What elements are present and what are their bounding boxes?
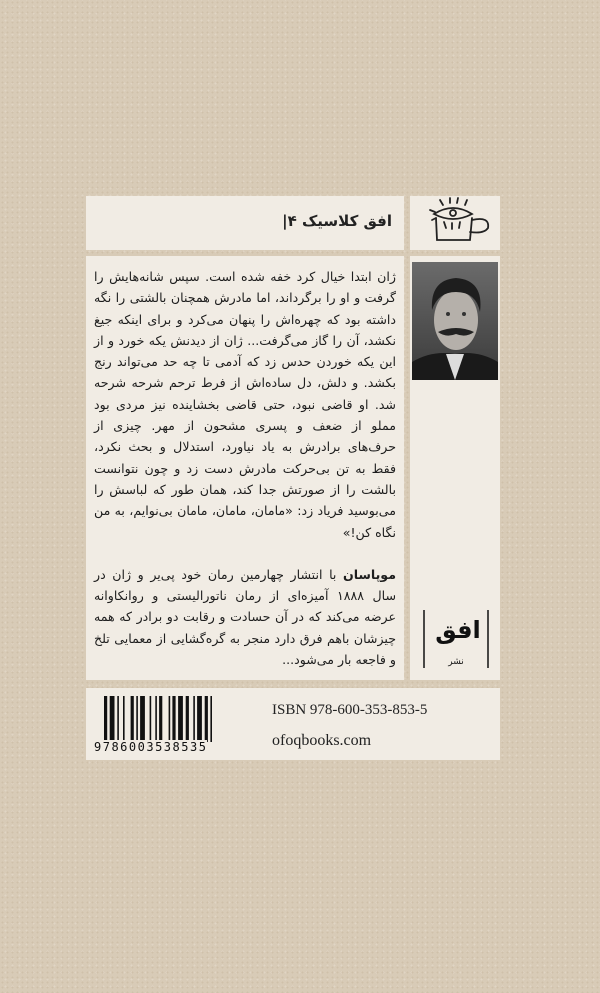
publisher-logo-text: افق — [435, 616, 481, 645]
eye-cup-icon — [410, 196, 500, 250]
publisher-logo-sub: نشر — [448, 657, 464, 668]
series-header — [86, 196, 404, 250]
barcode-bar — [117, 696, 119, 742]
barcode-bar — [205, 696, 208, 742]
barcode — [94, 696, 264, 755]
barcode-bar — [131, 696, 134, 742]
series-label: افق کلاسیک ۴| — [282, 212, 392, 230]
author-paragraph — [86, 564, 404, 670]
website: ofoqbooks.com — [272, 732, 372, 750]
barcode-bar — [136, 696, 138, 742]
isbn: ISBN 978-600-353-853-5 — [272, 702, 428, 719]
barcode-bar — [210, 696, 212, 742]
barcode-bar — [169, 696, 171, 742]
barcode-strip — [86, 688, 500, 760]
barcode-bar — [140, 696, 145, 742]
author-paragraph-text: با انتشار چهارمین رمان خود پی‌یر و ژان در سال ۱۸۸۸ آمیزه‌ای از رمان ناتورالیستی و روانکاوانه عرضه می‌کند که در آن حسادت و رقابت دو برادر که همه چیزشان باهم فرق دارد منجر به گره‌گشایی از معمایی تلخ و فاجعه بار می‌شود... — [94, 566, 396, 668]
series-logo — [410, 196, 500, 250]
side-column — [410, 256, 500, 680]
barcode-bar — [110, 696, 115, 742]
back-cover — [86, 196, 500, 760]
barcode-bar — [172, 696, 175, 742]
barcode-bar — [193, 696, 195, 742]
barcode-bar — [197, 696, 202, 742]
publisher-logo — [420, 606, 492, 672]
excerpt-paragraph: ژان ابتدا خیال کرد خفه شده است. سپس شانه‌هایش را گرفت و او را برگرداند، اما مادرش همچنان بالشتی را نگه داشته بود که چهره‌اش را پنهان می‌کرد و برای اینکه جیغ نکشد، آن را گاز می‌گرفت... ژان از دیدنش یکه خورد و از این یکه خوردن حدس زد که آدمی تا چه حد می‌تواند رنج بکشد. و دلش، دل ساده‌اش از فرط ترحم شرحه شرحه شد. او قاضی نبود، حتی قاضی بخشاینده نیز مردی بود مملو از ضعف و پسری مشحون از مهر. چیزی از حرف‌های برادرش به یاد نیاورد، استدلال و بحث نکرد، فقط به تن بی‌حرکت مادرش دست زد و چون نتوانست بالشت را از صورتش جدا کند، همان طور که لباسش را می‌بوسید فریاد زد: «مامان، مامان، مامان بی‌نوایم، به من نگاه کن!» — [94, 269, 396, 540]
barcode-bar — [123, 696, 125, 742]
content-row — [86, 256, 500, 680]
author-portrait — [412, 262, 498, 380]
author-name: موپاسان — [342, 566, 396, 582]
header-row — [86, 196, 500, 250]
blurb — [86, 256, 404, 680]
barcode-bar — [155, 696, 157, 742]
barcode-bar — [150, 696, 152, 742]
barcode-bar — [178, 696, 183, 742]
barcode-bar — [186, 696, 189, 742]
barcode-digits: 9786003538535 — [94, 740, 208, 755]
